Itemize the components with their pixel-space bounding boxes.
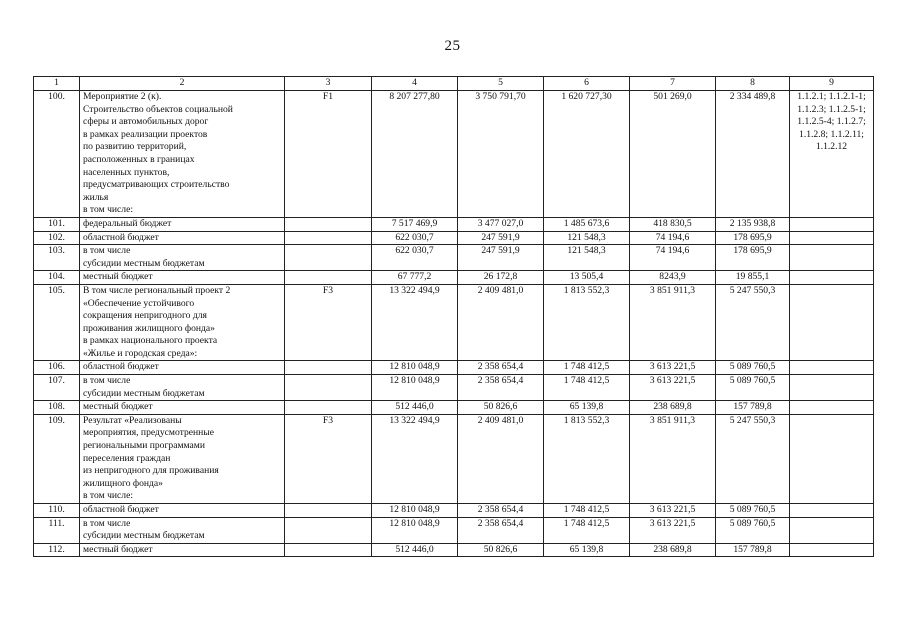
value-col6-cell: 121 548,3: [544, 245, 630, 271]
column-header: 5: [458, 77, 544, 91]
value-col4-cell: 7 517 469,9: [372, 217, 458, 231]
references-cell: [790, 401, 874, 415]
value-col4-cell: 12 810 048,9: [372, 375, 458, 401]
budget-table: [33, 76, 874, 557]
table-row: [34, 517, 874, 543]
description-cell: местный бюджет: [80, 401, 285, 415]
value-col7-cell: 3 613 221,5: [630, 517, 716, 543]
value-col5-cell: 2 409 481,0: [458, 284, 544, 361]
table-row: [34, 375, 874, 401]
value-col5-cell: 3 477 027,0: [458, 217, 544, 231]
value-col4-cell: 67 777,2: [372, 271, 458, 285]
value-col8-cell: 5 247 550,3: [716, 414, 790, 503]
value-col4-cell: 12 810 048,9: [372, 504, 458, 518]
references-cell: [790, 375, 874, 401]
value-col6-cell: 65 139,8: [544, 543, 630, 557]
value-col5-cell: 26 172,8: [458, 271, 544, 285]
value-col6-cell: 1 813 552,3: [544, 284, 630, 361]
value-col4-cell: 13 322 494,9: [372, 414, 458, 503]
description-cell: местный бюджет: [80, 271, 285, 285]
row-number-cell: 103.: [34, 245, 80, 271]
row-number-cell: 111.: [34, 517, 80, 543]
row-number-cell: 112.: [34, 543, 80, 557]
project-code-cell: [285, 245, 372, 271]
value-col7-cell: 3 613 221,5: [630, 375, 716, 401]
value-col8-cell: 5 089 760,5: [716, 375, 790, 401]
value-col6-cell: 1 748 412,5: [544, 361, 630, 375]
references-cell: [790, 231, 874, 245]
description-cell: в том числе субсидии местным бюджетам: [80, 375, 285, 401]
value-col8-cell: 5 247 550,3: [716, 284, 790, 361]
project-code-cell: [285, 271, 372, 285]
value-col4-cell: 12 810 048,9: [372, 361, 458, 375]
value-col7-cell: 3 851 911,3: [630, 284, 716, 361]
value-col5-cell: 2 358 654,4: [458, 517, 544, 543]
references-cell: [790, 245, 874, 271]
table-row: [34, 217, 874, 231]
value-col8-cell: 157 789,8: [716, 543, 790, 557]
value-col6-cell: 65 139,8: [544, 401, 630, 415]
value-col8-cell: 2 334 489,8: [716, 91, 790, 218]
value-col7-cell: 8243,9: [630, 271, 716, 285]
table-body: [34, 91, 874, 557]
value-col6-cell: 1 485 673,6: [544, 217, 630, 231]
table-row: [34, 231, 874, 245]
references-cell: [790, 271, 874, 285]
value-col5-cell: 50 826,6: [458, 401, 544, 415]
value-col5-cell: 2 409 481,0: [458, 414, 544, 503]
description-cell: в том числе субсидии местным бюджетам: [80, 517, 285, 543]
value-col7-cell: 238 689,8: [630, 401, 716, 415]
project-code-cell: [285, 217, 372, 231]
description-cell: в том числе субсидии местным бюджетам: [80, 245, 285, 271]
value-col4-cell: 512 446,0: [372, 401, 458, 415]
column-header: 2: [80, 77, 285, 91]
project-code-cell: [285, 361, 372, 375]
value-col4-cell: 12 810 048,9: [372, 517, 458, 543]
value-col7-cell: 418 830,5: [630, 217, 716, 231]
description-cell: В том числе региональный проект 2 «Обеспечение устойчивого сокращения непригодного для проживания жилищного фонда» в рамках национального проекта «Жилье и городская среда»:: [80, 284, 285, 361]
value-col8-cell: 178 695,9: [716, 231, 790, 245]
references-cell: [790, 217, 874, 231]
value-col6-cell: 1 813 552,3: [544, 414, 630, 503]
row-number-cell: 106.: [34, 361, 80, 375]
table-row: [34, 91, 874, 218]
table-row: [34, 504, 874, 518]
description-cell: областной бюджет: [80, 361, 285, 375]
table-row: [34, 401, 874, 415]
references-cell: [790, 284, 874, 361]
value-col7-cell: 3 851 911,3: [630, 414, 716, 503]
value-col6-cell: 1 748 412,5: [544, 517, 630, 543]
references-cell: [790, 517, 874, 543]
row-number-cell: 101.: [34, 217, 80, 231]
row-number-cell: 110.: [34, 504, 80, 518]
value-col5-cell: 2 358 654,4: [458, 375, 544, 401]
row-number-cell: 105.: [34, 284, 80, 361]
table-row: [34, 543, 874, 557]
value-col4-cell: 8 207 277,80: [372, 91, 458, 218]
project-code-cell: F1: [285, 91, 372, 218]
project-code-cell: [285, 375, 372, 401]
description-cell: федеральный бюджет: [80, 217, 285, 231]
value-col6-cell: 1 620 727,30: [544, 91, 630, 218]
value-col4-cell: 622 030,7: [372, 245, 458, 271]
value-col8-cell: 5 089 760,5: [716, 361, 790, 375]
project-code-cell: F3: [285, 414, 372, 503]
value-col5-cell: 247 591,9: [458, 245, 544, 271]
value-col5-cell: 50 826,6: [458, 543, 544, 557]
value-col6-cell: 1 748 412,5: [544, 375, 630, 401]
value-col6-cell: 121 548,3: [544, 231, 630, 245]
references-cell: [790, 414, 874, 503]
column-header: 1: [34, 77, 80, 91]
table-header-row: [34, 77, 874, 91]
references-cell: [790, 361, 874, 375]
description-cell: областной бюджет: [80, 231, 285, 245]
row-number-cell: 107.: [34, 375, 80, 401]
value-col5-cell: 2 358 654,4: [458, 504, 544, 518]
references-cell: [790, 504, 874, 518]
value-col8-cell: 2 135 938,8: [716, 217, 790, 231]
value-col7-cell: 501 269,0: [630, 91, 716, 218]
project-code-cell: F3: [285, 284, 372, 361]
project-code-cell: [285, 543, 372, 557]
column-header: 8: [716, 77, 790, 91]
project-code-cell: [285, 231, 372, 245]
column-header: 6: [544, 77, 630, 91]
value-col8-cell: 19 855,1: [716, 271, 790, 285]
value-col5-cell: 3 750 791,70: [458, 91, 544, 218]
table-row: [34, 414, 874, 503]
references-cell: [790, 543, 874, 557]
row-number-cell: 102.: [34, 231, 80, 245]
description-cell: Мероприятие 2 (к). Строительство объектов социальной сферы и автомобильных дорог в рамках реализации проектов по развитию территорий, расположенных в границах населенных пунктов, предусматривающих строительство жилья в том числе:: [80, 91, 285, 218]
row-number-cell: 109.: [34, 414, 80, 503]
value-col6-cell: 13 505,4: [544, 271, 630, 285]
column-header: 4: [372, 77, 458, 91]
description-cell: местный бюджет: [80, 543, 285, 557]
value-col8-cell: 178 695,9: [716, 245, 790, 271]
column-header: 3: [285, 77, 372, 91]
column-header: 7: [630, 77, 716, 91]
value-col7-cell: 3 613 221,5: [630, 504, 716, 518]
value-col6-cell: 1 748 412,5: [544, 504, 630, 518]
row-number-cell: 104.: [34, 271, 80, 285]
value-col7-cell: 238 689,8: [630, 543, 716, 557]
value-col7-cell: 74 194,6: [630, 231, 716, 245]
page-number: 25: [444, 38, 461, 54]
value-col7-cell: 3 613 221,5: [630, 361, 716, 375]
table-row: [34, 245, 874, 271]
value-col8-cell: 5 089 760,5: [716, 517, 790, 543]
references-cell: 1.1.2.1; 1.1.2.1-1; 1.1.2.3; 1.1.2.5-1; 1.1.2.5-4; 1.1.2.7; 1.1.2.8; 1.1.2.11; 1.1.2.12: [790, 91, 874, 218]
table-row: [34, 361, 874, 375]
table-row: [34, 284, 874, 361]
project-code-cell: [285, 517, 372, 543]
description-cell: областной бюджет: [80, 504, 285, 518]
row-number-cell: 108.: [34, 401, 80, 415]
project-code-cell: [285, 504, 372, 518]
value-col4-cell: 512 446,0: [372, 543, 458, 557]
value-col8-cell: 5 089 760,5: [716, 504, 790, 518]
table-row: [34, 271, 874, 285]
value-col4-cell: 13 322 494,9: [372, 284, 458, 361]
project-code-cell: [285, 401, 372, 415]
value-col4-cell: 622 030,7: [372, 231, 458, 245]
column-header: 9: [790, 77, 874, 91]
value-col8-cell: 157 789,8: [716, 401, 790, 415]
value-col7-cell: 74 194,6: [630, 245, 716, 271]
row-number-cell: 100.: [34, 91, 80, 218]
value-col5-cell: 2 358 654,4: [458, 361, 544, 375]
description-cell: Результат «Реализованы мероприятия, предусмотренные региональными программами переселения граждан из непригодного для проживания жилищного фонда» в том числе:: [80, 414, 285, 503]
value-col5-cell: 247 591,9: [458, 231, 544, 245]
